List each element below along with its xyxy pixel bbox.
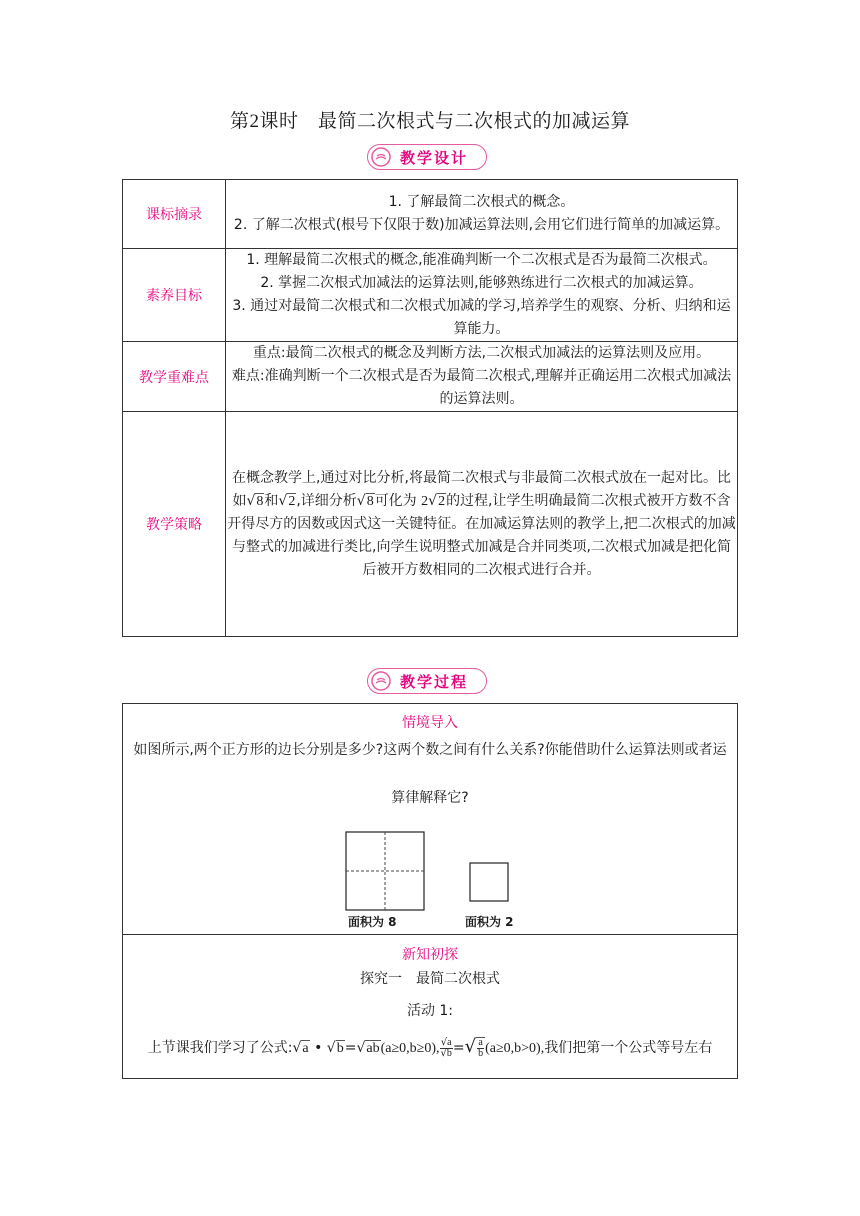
row-label: 素养目标 xyxy=(123,249,226,342)
design-table xyxy=(122,179,738,637)
section-title: 新知初探 xyxy=(402,947,458,963)
squares-figure xyxy=(123,824,737,934)
table-row xyxy=(123,180,738,249)
table-row xyxy=(123,412,738,637)
new-knowledge-section xyxy=(122,934,738,1079)
row-label: 教学重难点 xyxy=(123,342,226,412)
fraction-root: $\frac{√a}{√b}$ xyxy=(440,1036,452,1059)
row-label: 课标摘录 xyxy=(123,180,226,249)
explore-title: 探究一 最简二次根式 xyxy=(360,971,500,987)
page-title: 第2课时 最简二次根式与二次根式的加减运算 xyxy=(229,110,631,132)
table-row xyxy=(123,342,738,412)
section-title: 情境导入 xyxy=(402,715,458,731)
row-label: 教学策略 xyxy=(123,412,226,637)
section-banner-process xyxy=(367,668,487,694)
row-content: 重点:最简二次根式的概念及判断方法,二次根式加减法的运算法则及应用。 难点:准确判断一个二次根式是否为最简二次根式,理解并正确运用二次根式加减法的运算法则。 xyxy=(226,342,738,412)
fraction-root-2: $\frac{a}{b}$ xyxy=(478,1037,484,1059)
book-icon xyxy=(370,670,392,692)
intro-question: 如图所示,两个正方形的边长分别是多少?这两个数之间有什么关系?你能借助什么运算法则或者运算律解释它? xyxy=(133,742,727,806)
table-row xyxy=(123,249,738,342)
small-square-label: 面积为 2 xyxy=(465,915,514,929)
row-content: 1. 了解最简二次根式的概念。 2. 了解二次根式(根号下仅限于数)加减运算法则,会用它们进行简单的加减运算。 xyxy=(226,180,738,249)
row-content: 1. 理解最简二次根式的概念,能准确判断一个二次根式是否为最简二次根式。 2. 掌握二次根式加减法的运算法则,能够熟练进行二次根式的加减运算。 3. 通过对最简二次根式和二次根式加减的学习,培养学生的观察、分析、归纳和运算能力。 xyxy=(226,249,738,342)
intro-section xyxy=(122,703,738,935)
banner-label: 教学过程 xyxy=(400,672,469,691)
big-square-label: 面积为 8 xyxy=(348,915,397,929)
small-square xyxy=(470,863,508,901)
book-icon xyxy=(370,146,392,168)
activity-label: 活动 1: xyxy=(406,1003,454,1019)
section-banner-design xyxy=(367,144,487,170)
formula-line: 上节课我们学习了公式:√a • √b=√ab(a≥0,b≥0), $\frac{√a}{√b}$ =√ $\frac{a}{b}$ (a≥0,b>0),我们把第一个公式等号左右 xyxy=(147,1036,713,1059)
row-content: 在概念教学上,通过对比分析,将最简二次根式与非最简二次根式放在一起对比。比如√8和√2,详细分析√8可化为 2√2的过程,让学生明确最简二次根式被开方数不含开得尽方的因数或因式这一关键特征。在加减运算法则的教学上,把二次根式的加减与整式的加减进行类比,向学生说明整式加减是合并同类项,二次根式加减是把化简后被开方数相同的二次根式进行合并。 xyxy=(226,412,738,637)
banner-label: 教学设计 xyxy=(400,148,469,167)
